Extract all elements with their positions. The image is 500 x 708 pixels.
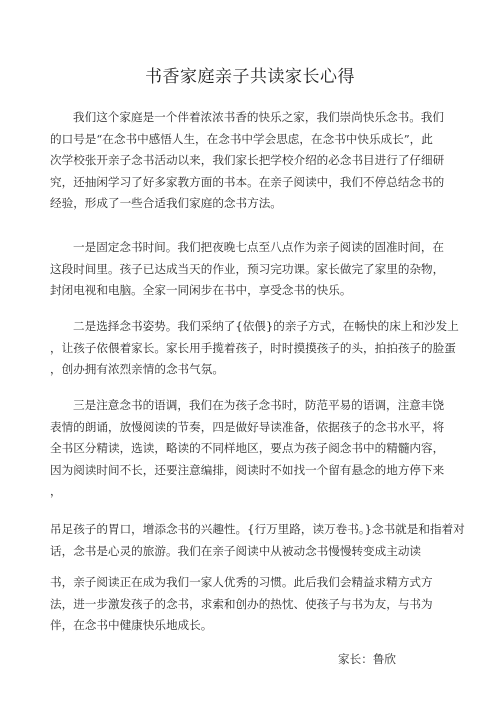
paragraph-line: 法，进一步激发孩子的念书，求索和创办的热忱、使孩子与书为友，与书为	[50, 596, 433, 611]
paragraph-line: 的口号是“在念书中感悟人生，在念书中学会思虑，在念书中快乐成长”，此	[50, 131, 433, 146]
paragraph-line: 封闭电视和电脑。全家一同闲步在书中，享受念书的快乐。	[50, 283, 352, 297]
paragraph-line: 我们这个家庭是一个伴着浓浓书香的快乐之家，我们崇尚快乐念书。我们	[73, 110, 445, 124]
paragraph-family-intro	[50, 107, 460, 215]
paragraph-conclusion	[50, 572, 460, 637]
paragraph-line: 三是注意念书的语调，我们在为孩子念书时，防范平易的语调，注意丰饶	[73, 398, 445, 412]
paragraph-reading-tone	[50, 395, 460, 503]
paragraph-line: ，让孩子依偎着家长。家长用手揽着孩子，时时摸摸孩子的头，拍拍孩子的脸蛋	[50, 340, 456, 355]
paragraph-line: 书，亲子阅读正在成为我们一家人优秀的习惯。此后我们会精益求精方式方	[50, 575, 433, 589]
paragraph-fixed-time	[50, 237, 460, 302]
paragraph-line: 话，念书是心灵的旅游。我们在亲子阅读中从被动念书慢慢转变成主动读	[50, 543, 422, 558]
paragraph-line: 这段时间里。孩子已达成当天的作业，预习完功课。家长做完了家里的杂物，	[50, 261, 445, 276]
paragraph-line: 究，还抽闲学习了好多家教方面的书本。在亲子阅读中，我们不停总结念书的	[50, 174, 445, 189]
parent-signature: 家长：鲁欣	[338, 652, 396, 666]
document-title: 书香家庭亲子共读家长心得	[145, 67, 355, 87]
paragraph-line: 全书区分精读，选读，略读的不同样地区，要点为孩子阅念书中的精髓内容，	[50, 441, 445, 455]
paragraph-line: 吊足孩子的胃口，增添念书的兴趣性。{行万里路，读万卷书。}念书就是和指着对	[50, 522, 465, 536]
paragraph-line: 次学校张开亲子念书活动以来，我们家长把学校介绍的必念书目进行了仔细研	[50, 153, 445, 167]
paragraph-reading-interest	[50, 519, 465, 562]
paragraph-line: 表情的朗诵，放慢阅读的节奏，四是做好导读准备，依据孩子的念书水平，将	[50, 419, 445, 434]
paragraph-line: ，	[50, 484, 62, 498]
paragraph-line: 一是固定念书时间。我们把夜晚七点至八点作为亲子阅读的固准时间，在	[73, 240, 445, 254]
paragraph-reading-posture	[50, 316, 460, 381]
paragraph-line: 因为阅读时间不长，还要注意编排，阅读时不如找一个留有悬念的地方停下来	[50, 462, 445, 477]
paragraph-line: ，创办拥有浓烈亲情的念书气氛。	[50, 362, 224, 376]
paragraph-line: 二是选择念书姿势。我们采纳了{依偎}的亲子方式，在畅快的床上和沙发上	[73, 319, 459, 333]
paragraph-line: 伴，在念书中健康快乐地成长。	[50, 618, 213, 632]
paragraph-line: 经验，形成了一些合适我们家庭的念书方法。	[50, 196, 282, 210]
